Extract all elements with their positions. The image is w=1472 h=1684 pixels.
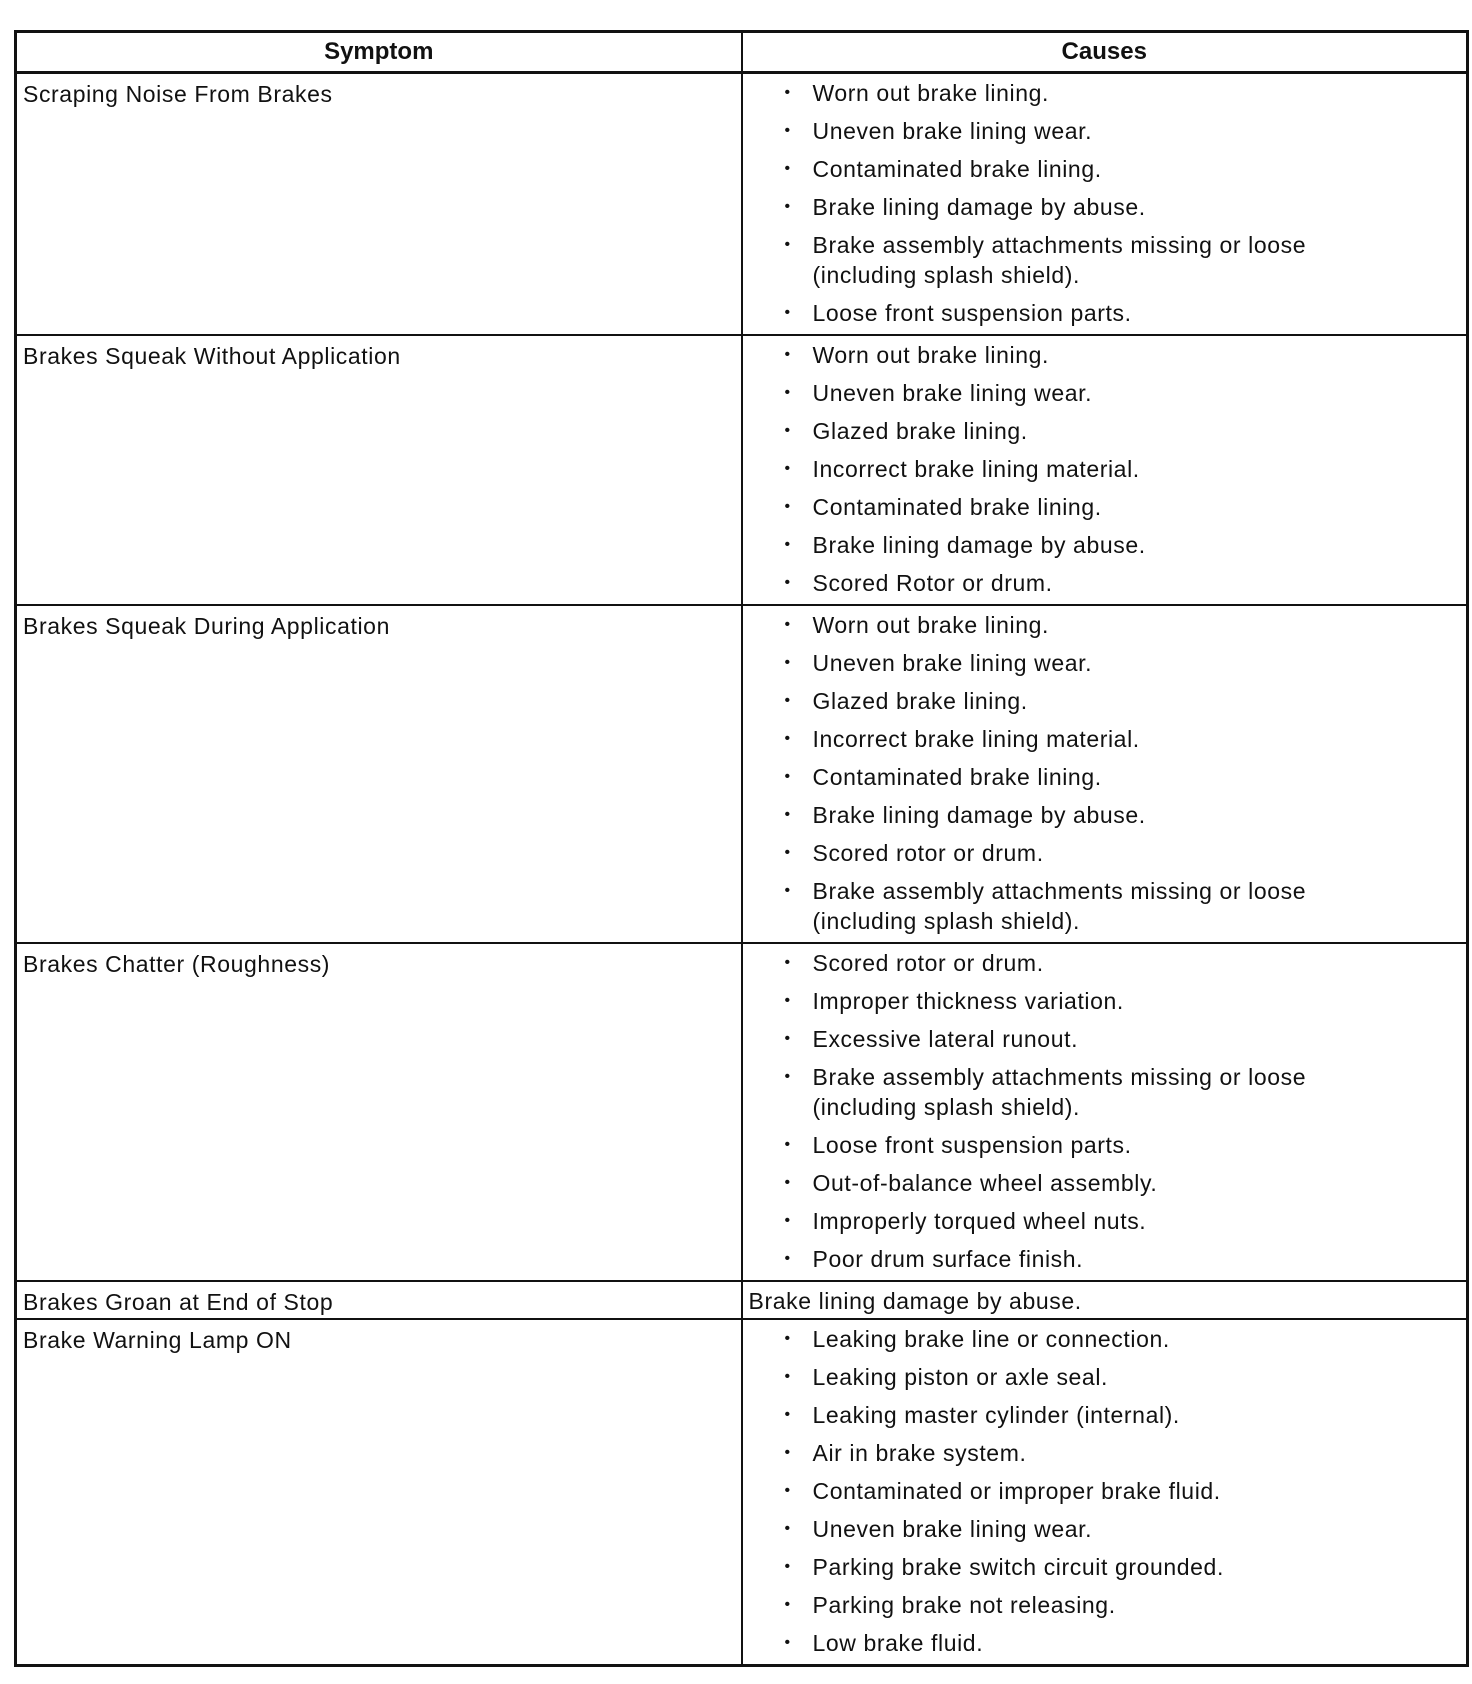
cause-item: • Brake lining damage by abuse.	[783, 192, 1407, 222]
cause-item: • Glazed brake lining.	[783, 686, 1407, 716]
cause-item: • Loose front suspension parts.	[783, 298, 1407, 328]
symptom-cell: Brakes Squeak Without Application	[16, 335, 742, 605]
cause-item: • Brake assembly attachments missing or loose (including splash shield).	[783, 1062, 1407, 1122]
cause-item: • Contaminated or improper brake fluid.	[783, 1476, 1407, 1506]
causes-cell	[742, 1319, 1468, 1666]
cause-item: • Parking brake switch circuit grounded.	[783, 1552, 1407, 1582]
cause-list	[783, 610, 1407, 936]
cause-item: • Brake assembly attachments missing or loose (including splash shield).	[783, 230, 1407, 290]
symptom-cell: Scraping Noise From Brakes	[16, 73, 742, 336]
cause-item: • Scored Rotor or drum.	[783, 568, 1407, 598]
causes-cell: Brake lining damage by abuse.	[742, 1281, 1468, 1319]
causes-cell	[742, 73, 1468, 336]
causes-column-header: Causes	[742, 32, 1468, 73]
table-row	[16, 335, 1468, 605]
symptom-cell: Brakes Squeak During Application	[16, 605, 742, 943]
cause-item: • Improper thickness variation.	[783, 986, 1407, 1016]
cause-item: • Poor drum surface finish.	[783, 1244, 1407, 1274]
cause-item: • Out-of-balance wheel assembly.	[783, 1168, 1407, 1198]
cause-item: • Uneven brake lining wear.	[783, 648, 1407, 678]
cause-list	[783, 1324, 1407, 1658]
cause-list	[783, 78, 1407, 328]
cause-item: • Incorrect brake lining material.	[783, 724, 1407, 754]
cause-item: • Scored rotor or drum.	[783, 948, 1407, 978]
symptom-column-header: Symptom	[16, 32, 742, 73]
cause-item: • Glazed brake lining.	[783, 416, 1407, 446]
cause-item: • Parking brake not releasing.	[783, 1590, 1407, 1620]
cause-item: • Loose front suspension parts.	[783, 1130, 1407, 1160]
cause-list	[783, 948, 1407, 1274]
symptom-cell: Brakes Chatter (Roughness)	[16, 943, 742, 1281]
cause-item: • Contaminated brake lining.	[783, 492, 1407, 522]
cause-item: • Uneven brake lining wear.	[783, 1514, 1407, 1544]
table-row	[16, 1319, 1468, 1666]
table-row	[16, 605, 1468, 943]
cause-item: • Excessive lateral runout.	[783, 1024, 1407, 1054]
cause-item: • Contaminated brake lining.	[783, 762, 1407, 792]
cause-item: • Air in brake system.	[783, 1438, 1407, 1468]
cause-item: • Worn out brake lining.	[783, 610, 1407, 640]
header-row	[16, 32, 1468, 73]
cause-item: • Uneven brake lining wear.	[783, 116, 1407, 146]
causes-cell	[742, 335, 1468, 605]
cause-item: • Incorrect brake lining material.	[783, 454, 1407, 484]
cause-item: • Leaking piston or axle seal.	[783, 1362, 1407, 1392]
cause-item: • Worn out brake lining.	[783, 78, 1407, 108]
cause-item: • Worn out brake lining.	[783, 340, 1407, 370]
cause-item: • Low brake fluid.	[783, 1628, 1407, 1658]
table-row	[16, 943, 1468, 1281]
cause-item: • Uneven brake lining wear.	[783, 378, 1407, 408]
symptom-cell: Brakes Groan at End of Stop	[16, 1281, 742, 1319]
cause-list	[783, 340, 1407, 598]
cause-item: • Leaking master cylinder (internal).	[783, 1400, 1407, 1430]
causes-cell	[742, 943, 1468, 1281]
cause-item: • Brake lining damage by abuse.	[783, 530, 1407, 560]
table-row	[16, 1281, 1468, 1319]
cause-item: • Leaking brake line or connection.	[783, 1324, 1407, 1354]
cause-item: • Brake assembly attachments missing or loose (including splash shield).	[783, 876, 1407, 936]
diagnosis-sheet	[14, 30, 1466, 1667]
cause-item: • Brake lining damage by abuse.	[783, 800, 1407, 830]
cause-item: • Scored rotor or drum.	[783, 838, 1407, 868]
symptom-cell: Brake Warning Lamp ON	[16, 1319, 742, 1666]
cause-item: • Improperly torqued wheel nuts.	[783, 1206, 1407, 1236]
causes-cell	[742, 605, 1468, 943]
symptom-causes-table	[14, 30, 1469, 1667]
table-row	[16, 73, 1468, 336]
cause-item: • Contaminated brake lining.	[783, 154, 1407, 184]
